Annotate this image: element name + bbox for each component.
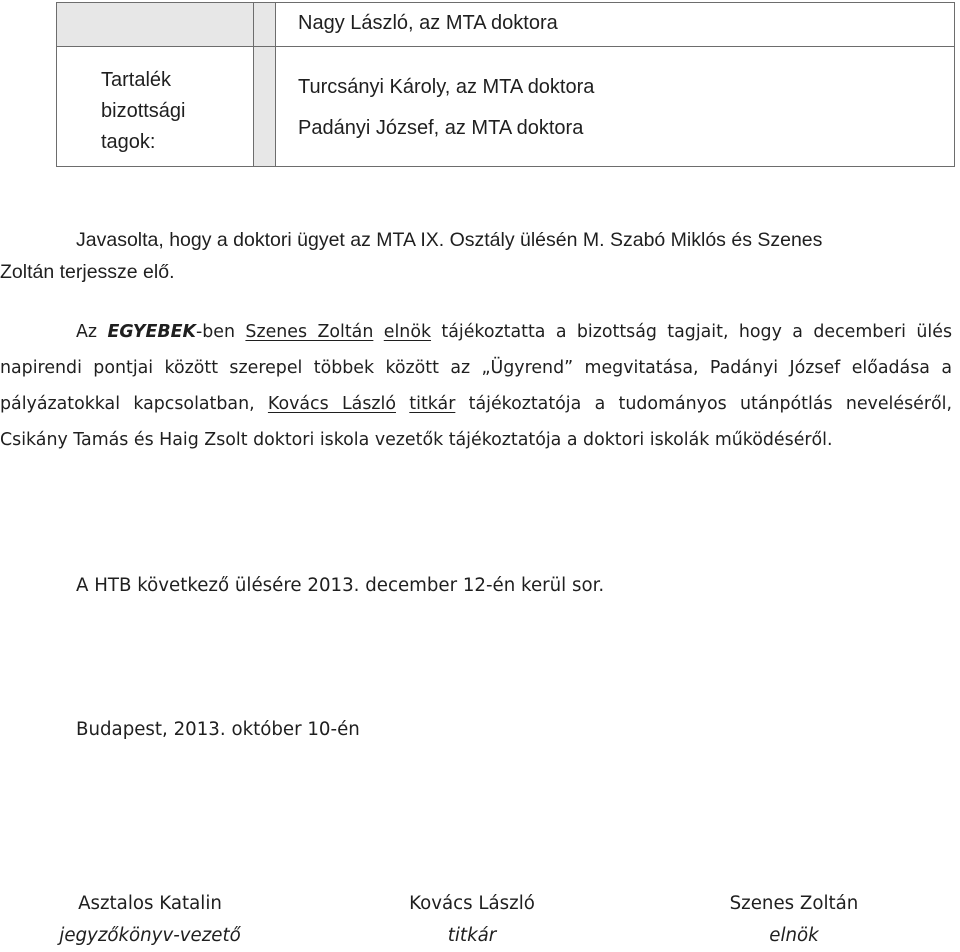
place-date-text: Budapest, 2013. október 10-én xyxy=(76,719,360,740)
reserve-label-line: Tartalék xyxy=(101,69,172,91)
reserve-member: Padányi József, az MTA doktora xyxy=(298,117,584,139)
committee-member-text: Nagy László, az MTA doktora xyxy=(298,12,558,34)
secretary-name: Kovács László xyxy=(267,394,396,414)
section-heading: EGYEBEK xyxy=(107,322,196,342)
table-cell-reserve-members xyxy=(276,47,955,167)
next-meeting-text: A HTB következő ülésére 2013. december 12-én kerül sor. xyxy=(76,575,605,596)
table-cell-empty xyxy=(57,3,254,47)
signature-role: jegyzőkönyv-vezető xyxy=(59,925,241,946)
table-cell-empty xyxy=(254,47,276,167)
proposal-paragraph-continued xyxy=(0,256,952,288)
signature-role: elnök xyxy=(769,925,819,946)
table-cell-reserve-label xyxy=(57,47,254,167)
reserve-label-line: bizottsági xyxy=(101,100,186,122)
chair-title: elnök xyxy=(383,322,432,342)
reserve-members-list xyxy=(276,47,954,149)
reserve-members-label xyxy=(57,47,253,158)
paragraph-text: tájékoztatója a tudományos utánpótlás neveléséről, Csikány Tamás és Haig Zsolt doktori iskola vezetők tájékoztatója a doktori iskolák működéséről. xyxy=(0,394,952,450)
other-prefix: Az xyxy=(76,322,108,342)
proposal-line: Javasolta, hogy a doktori ügyet az MTA IX. Osztály ülésén M. Szabó Miklós és Szenes xyxy=(76,229,823,251)
other-business-paragraph xyxy=(0,314,952,458)
table-row-chair xyxy=(57,3,955,47)
signature-name: Asztalos Katalin xyxy=(78,893,222,914)
reserve-label-line: tagok: xyxy=(101,131,156,153)
committee-table xyxy=(56,2,955,167)
signature-block xyxy=(30,888,270,952)
secretary-title: titkár xyxy=(409,394,456,414)
section-suffix: -ben xyxy=(195,322,246,342)
signature-block xyxy=(674,888,914,952)
table-row-reserve xyxy=(57,47,955,167)
chair-name: Szenes Zoltán xyxy=(245,322,374,342)
signature-role: titkár xyxy=(447,925,497,946)
signature-name: Szenes Zoltán xyxy=(729,893,859,914)
signature-block xyxy=(352,888,592,952)
signature-name: Kovács László xyxy=(409,893,535,914)
table-cell-chair xyxy=(276,3,955,47)
proposal-paragraph xyxy=(76,224,956,256)
paragraph-text: tájékoztatta a bizottság tagjait, hogy a decemberi ülés napirendi pontjai között szerepel többek között az „Ügyrend” megvitatása, Padányi József előadása a pályázatokkal kapcsolatban, xyxy=(0,322,953,414)
proposal-line: Zoltán terjessze elő. xyxy=(0,261,175,283)
reserve-member: Turcsányi Károly, az MTA doktora xyxy=(298,76,595,98)
table-cell-empty xyxy=(254,3,276,47)
